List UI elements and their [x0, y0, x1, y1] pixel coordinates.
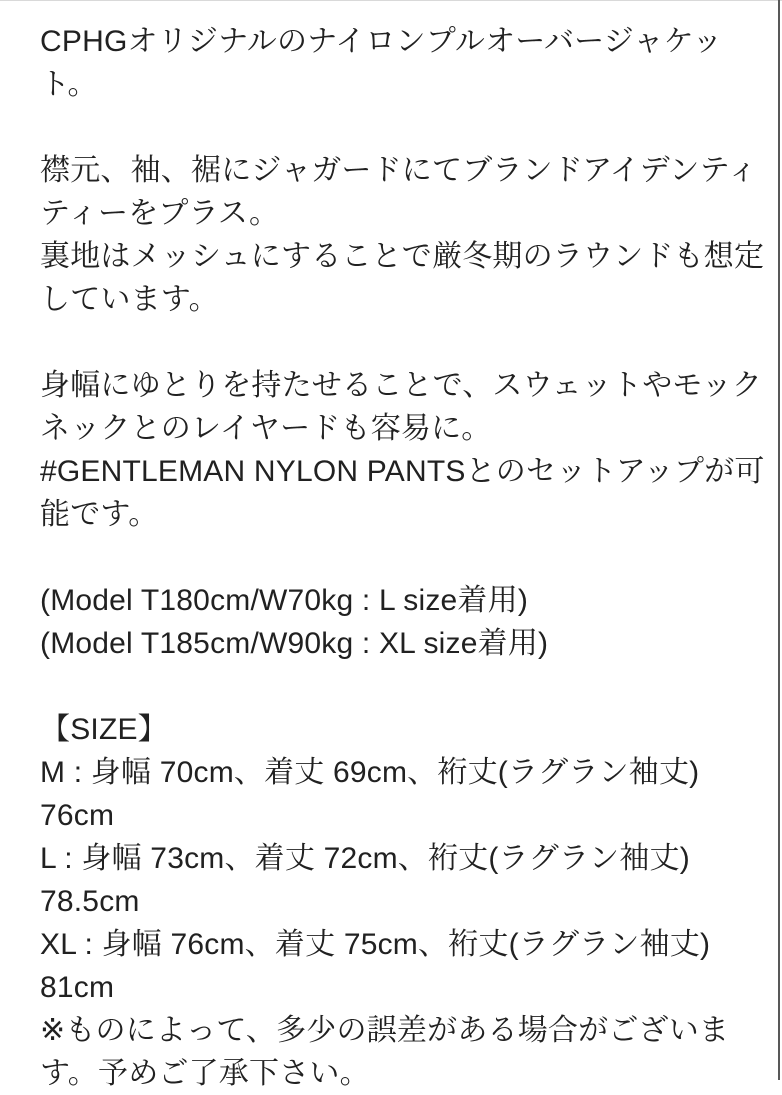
- text-line: ネックとのレイヤードも容易に。: [40, 412, 492, 445]
- size-disclaimer: ※ものによって、多少の誤差がある場合がございま: [40, 1014, 730, 1047]
- page-right-border: [778, 0, 780, 1080]
- size-row-l: L : 身幅 73cm、着丈 72cm、裄丈(ラグラン袖丈): [40, 842, 690, 875]
- text-line: しています。: [40, 283, 219, 316]
- size-disclaimer-continued: す。予めご了承下さい。: [40, 1057, 370, 1090]
- text-line: #GENTLEMAN NYLON PANTSとのセットアップが可: [40, 455, 765, 488]
- text-line: ティーをプラス。: [40, 197, 280, 230]
- page-top-border: [0, 0, 782, 1]
- text-line: 裏地はメッシュにすることで厳冬期のラウンドも想定: [40, 240, 765, 273]
- size-row-xl-continued: 81cm: [40, 971, 115, 1004]
- text-line: 能です。: [40, 498, 159, 531]
- size-row-m-continued: 76cm: [40, 799, 115, 832]
- text-line: (Model T180cm/W70kg : L size着用): [40, 584, 529, 617]
- size-row-m: M : 身幅 70cm、着丈 69cm、裄丈(ラグラン袖丈): [40, 756, 700, 789]
- paragraph-design-details: [40, 149, 765, 321]
- text-line: 身幅にゆとりを持たせることで、スウェットやモック: [40, 369, 763, 402]
- text-line: (Model T185cm/W90kg : XL size着用): [40, 627, 549, 660]
- text-line: 襟元、袖、裾にジャガードにてブランドアイデンティ: [40, 154, 758, 187]
- paragraph-product-intro: [40, 20, 746, 106]
- size-chart-heading: 【SIZE】: [40, 713, 168, 746]
- paragraph-size-chart: [40, 708, 746, 1095]
- paragraph-fit-details: [40, 364, 765, 536]
- text-line: ト。: [40, 68, 98, 101]
- size-row-xl: XL : 身幅 76cm、着丈 75cm、裄丈(ラグラン袖丈): [40, 928, 711, 961]
- size-row-l-continued: 78.5cm: [40, 885, 140, 918]
- text-line: CPHGオリジナルのナイロンプルオーバージャケッ: [40, 25, 723, 58]
- paragraph-model-info: [40, 579, 746, 665]
